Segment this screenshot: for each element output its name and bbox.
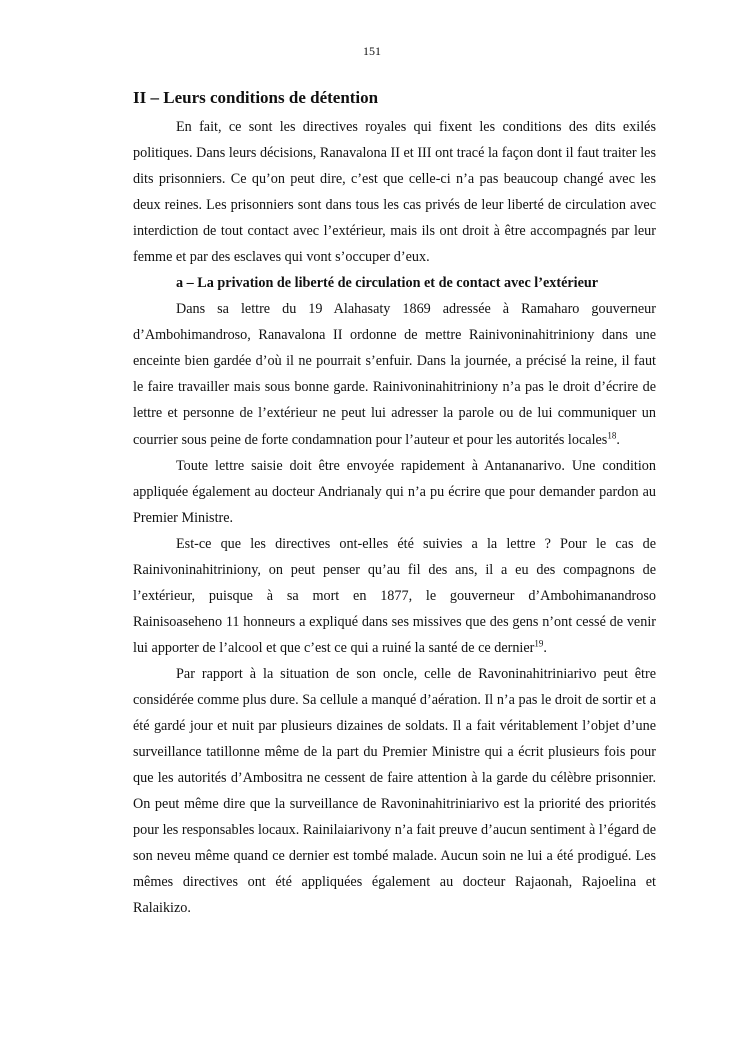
- intro-paragraph: En fait, ce sont les directives royales qui fixent les conditions des dits exilés politiques. Dans leurs décisions, Ranavalona II et III ont tracé la façon dont il faut traiter les dits prisonniers. Ce qu’on peut dire, c’est que celle-ci n’a pas beaucoup changé avec les deux reines. Les prisonniers sont dans tous les cas privés de leur liberté de circulation avec interdiction de tout contact avec l’extérieur, mais ils ont droit à être accompagnés par leur femme et par des esclaves qui vont s’occuper d’eux.: [133, 119, 656, 266]
- page-body: [133, 86, 656, 921]
- paragraph-text: Dans sa lettre du 19 Alahasaty 1869 adressée à Ramaharo gouverneur d’Ambohimandroso, Ranavalona II ordonne de mettre Rainivoninahitriniony dans une enceinte bien gardée d’où il ne pourrait s’enfuir. Dans la journée, a précisé la reine, il faut le faire travailler mais sous bonne garde. Rainivoninahitriniony n’a pas le droit d’écrire de lettre et personne de l’extérieur ne peut lui adresser la parole ou de lui communiquer un courrier sous peine de forte condamnation pour l’auteur et pour les autorités locales: [133, 301, 656, 448]
- paragraph-suffix: .: [543, 639, 547, 656]
- page-number: 151: [363, 44, 381, 58]
- footnote-ref-19[interactable]: 19: [534, 638, 544, 649]
- section-title: II – Leurs conditions de détention: [133, 88, 379, 107]
- paragraph-ravoninahitriniarivo: Par rapport à la situation de son oncle, celle de Ravoninahitriniarivo peut être considérée comme plus dure. Sa cellule a manqué d’aération. Il n’a pas le droit de sortir et a été gardé jour et nuit par plusieurs dizaines de soldats. Il a fait véritablement l’objet d’une surveillance tatillonne même de la part du Premier Ministre qui a écrit plusieurs fois pour que les autorités d’Ambositra ne cessent de faire attention à la garde du célèbre prisonnier. On peut même dire que la surveillance de Ravoninahitriniarivo est la priorité des priorités pour les responsables locaux. Rainilaiarivony n’a fait preuve d’aucun sentiment à l’égard de son neveu même quand ce dernier est tombé malade. Aucun soin ne lui a été prodigué. Les mêmes directives ont été appliquées également au docteur Rajaonah, Rajoelina et Ralaikizo.: [133, 665, 656, 917]
- paragraph-letters-seized: Toute lettre saisie doit être envoyée rapidement à Antananarivo. Une condition appliquée également au docteur Andrianaly qui n’a pu écrire que pour demander pardon au Premier Ministre.: [133, 457, 656, 526]
- footnote-ref-18[interactable]: 18: [607, 429, 617, 440]
- paragraph-letter: [133, 296, 656, 452]
- paragraph-text: Est-ce que les directives ont-elles été suivies a la lettre ? Pour le cas de Rainivoninahitriniony, on peut penser qu’au fil des ans, il a eu des compagnons de l’extérieur, puisque à sa mort en 1877, le gouverneur d’Ambohimanandroso Rainisoaseheno 11 honneurs a expliqué dans ses missives que des gens n’ont cessé de venir lui apporter de l’alcool et que c’est ce qui a ruiné la santé de ce dernier: [133, 535, 656, 656]
- paragraph-directives: [133, 531, 656, 661]
- subsection-title: a – La privation de liberté de circulation et de contact avec l’extérieur: [176, 275, 599, 292]
- paragraph-suffix: .: [616, 431, 620, 448]
